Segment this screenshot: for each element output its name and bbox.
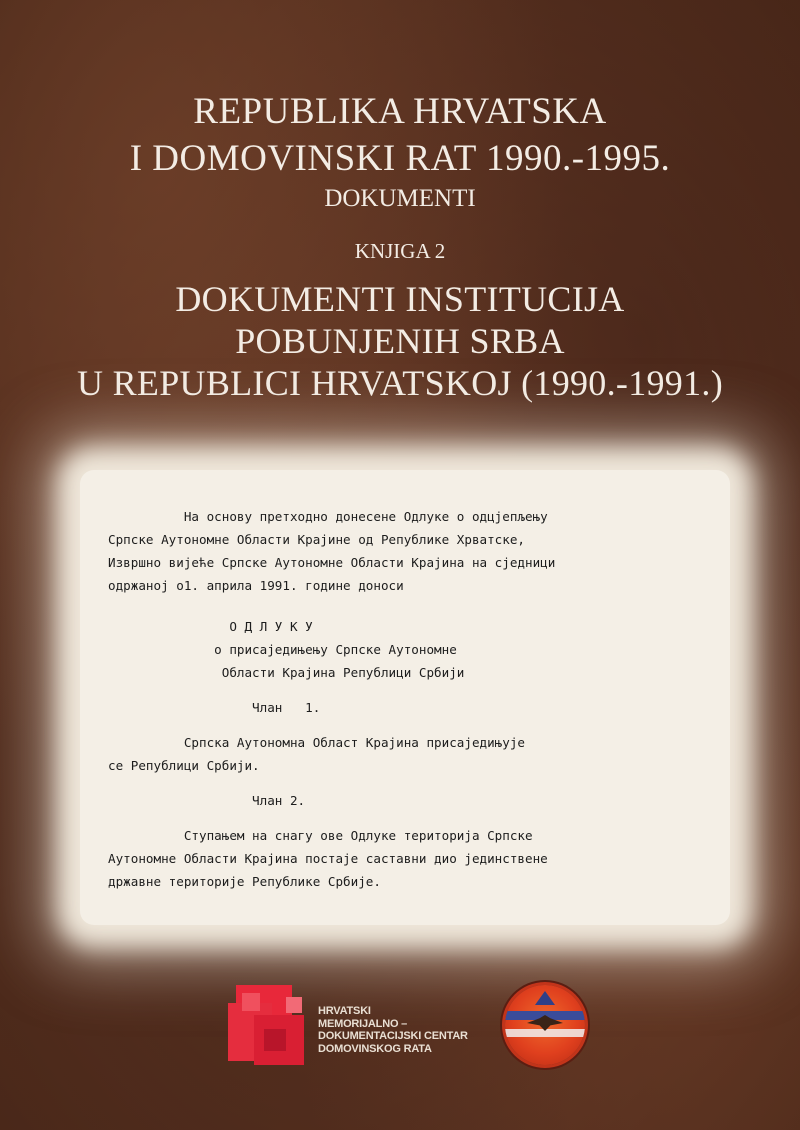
document-text (108, 505, 720, 893)
article-1-heading: Члан 1. (108, 700, 321, 715)
article-2-heading: Члан 2. (108, 793, 306, 808)
memorial-center-name (318, 1005, 468, 1055)
article-2-line: државне територије Републике Србије. (108, 874, 381, 889)
title-block (0, 88, 800, 404)
intro-line: Српске Аутономне Области Крајине од Републике Хрватске, (108, 532, 526, 547)
decision-subject-line: Области Крајина Републици Србији (108, 665, 465, 680)
decision-subject-line: о присаједињењу Српске Аутономне (108, 642, 457, 657)
book-number: KNJIGA 2 (354, 239, 446, 263)
article-1-line: се Републици Србији. (108, 758, 260, 773)
article-1-line: Српска Аутономна Област Крајина присаједињује (108, 735, 526, 750)
center-name-line: HRVATSKI (318, 1005, 371, 1017)
center-name-line: MEMORIJALNO – (318, 1017, 408, 1030)
center-name-line: DOKUMENTACIJSKI CENTAR (318, 1030, 468, 1042)
article-2-line: Аутономне Области Крајина постаје саставни дио јединствене (108, 851, 548, 866)
hmdcdr-logo-icon (228, 985, 324, 1081)
title-line-1: REPUBLIKA HRVATSKA (193, 91, 607, 132)
heading-line-2: POBUNJENIH SRBA (235, 321, 565, 361)
center-name-line: DOMOVINSKOG RATA (318, 1042, 432, 1055)
intro-line: одржаној о1. априла 1991. године доноси (108, 578, 404, 593)
emblem-seal-icon (505, 985, 585, 1065)
title-line-2: I DOMOVINSKI RAT 1990.-1995. (129, 138, 671, 179)
subtitle: DOKUMENTI (324, 185, 476, 212)
decision-title: О Д Л У К У (108, 619, 313, 634)
intro-line: Извршно вијеће Српске Аутономне Области Крајина на сједници (108, 555, 556, 570)
heading-line-1: DOKUMENTI INSTITUCIJA (175, 279, 625, 319)
article-2-line: Ступањем на снагу ове Одлуке територија Српске (108, 828, 533, 843)
heading-line-3: U REPUBLICI HRVATSKOJ (1990.-1991.) (77, 363, 723, 403)
intro-line: На основу претходно донесене Одлуке о одцјепљењу (108, 509, 548, 524)
